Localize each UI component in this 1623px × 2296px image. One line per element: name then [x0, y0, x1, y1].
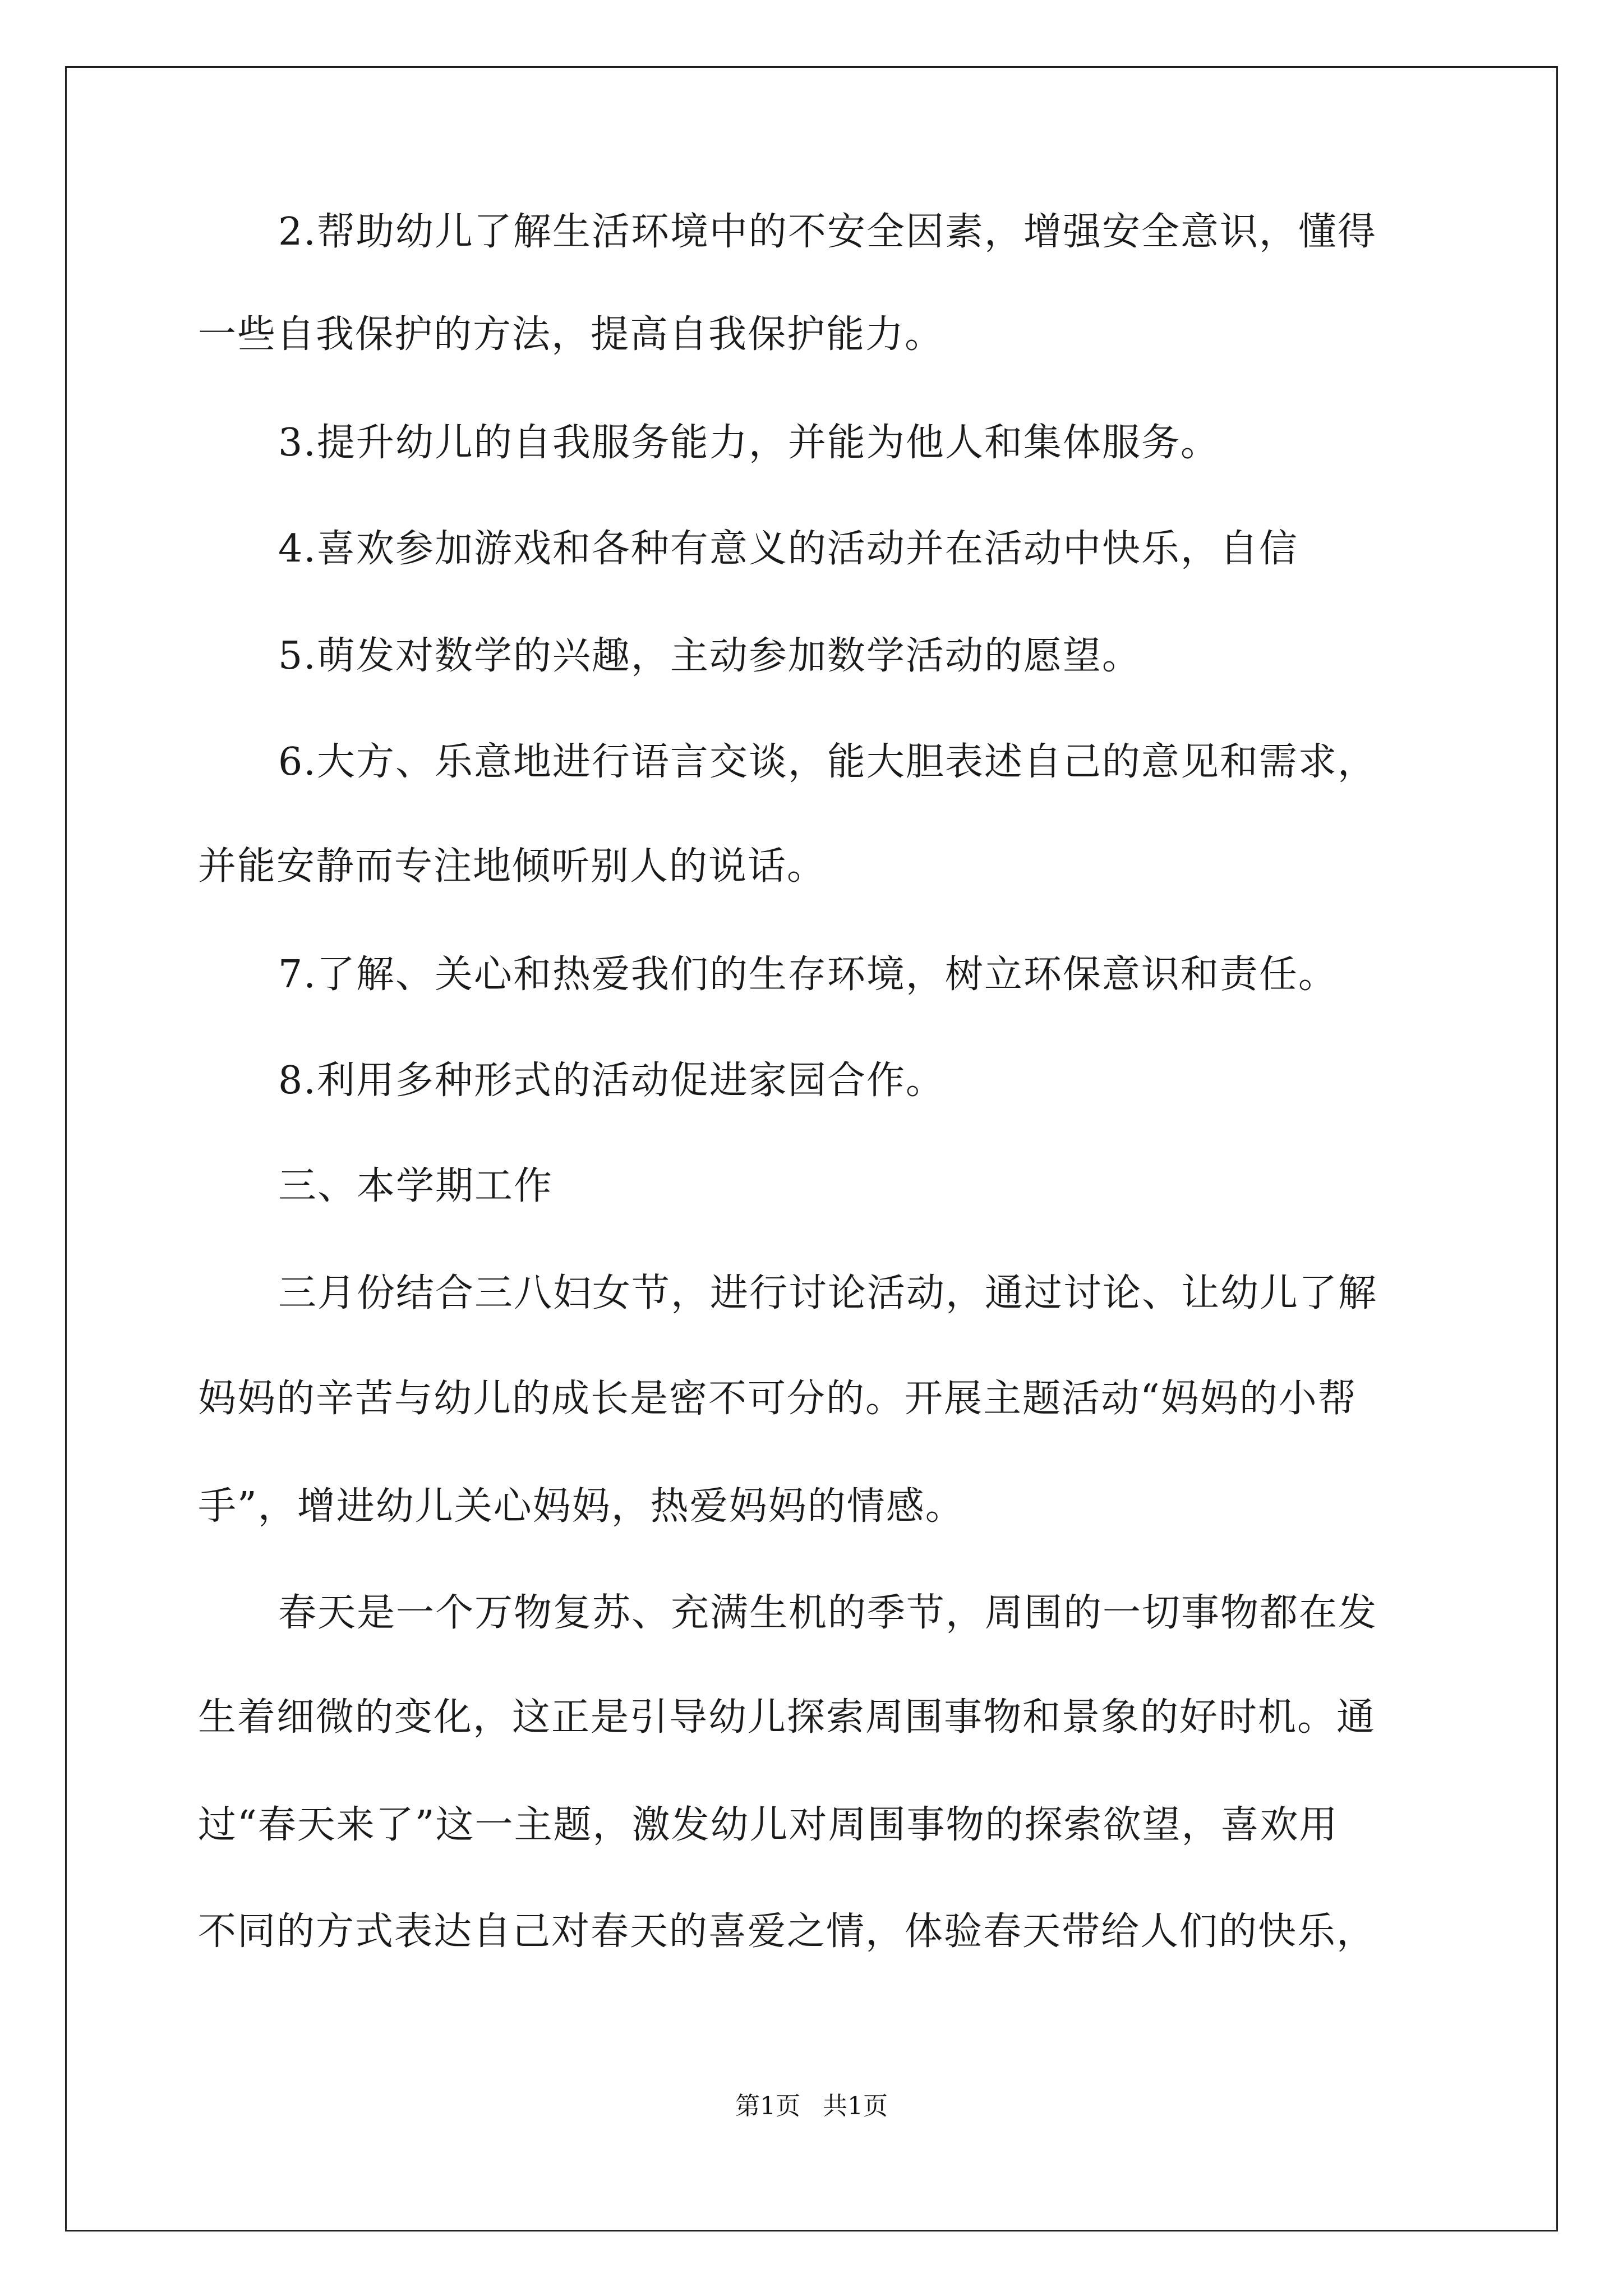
- paragraph-line: 8.利用多种形式的活动促进家园合作。: [278, 1059, 945, 1103]
- page-total: 共1页: [823, 2092, 888, 2120]
- page-number: 第1页: [735, 2092, 800, 2120]
- page-footer: [0, 2092, 1623, 2120]
- paragraph-line: 过“春天来了”这一主题，激发幼儿对周围事物的探索欲望，喜欢用: [198, 1803, 1339, 1847]
- paragraph-line: 生着细微的变化，这正是引导幼儿探索周围事物和景象的好时机。通: [198, 1695, 1376, 1740]
- paragraph-line: 手”，增进幼儿关心妈妈，热爱妈妈的情感。: [198, 1484, 965, 1529]
- paragraph-line: 4.喜欢参加游戏和各种有意义的活动并在活动中快乐，自信: [278, 527, 1298, 571]
- section-heading: 三、本学期工作: [278, 1164, 554, 1208]
- paragraph-line: 6.大方、乐意地进行语言交谈，能大胆表述自己的意见和需求，: [278, 740, 1377, 784]
- paragraph-line: 一些自我保护的方法，提高自我保护能力。: [198, 312, 944, 357]
- paragraph-line: 并能安静而专注地倾听别人的说话。: [198, 844, 827, 889]
- page-border: [65, 66, 1558, 2231]
- paragraph-line: 3.提升幼儿的自我服务能力，并能为他人和集体服务。: [278, 421, 1220, 465]
- paragraph-line: 7.了解、关心和热爱我们的生存环境，树立环保意识和责任。: [278, 953, 1338, 997]
- paragraph-line: 不同的方式表达自己对春天的喜爱之情，体验春天带给人们的快乐，: [198, 1910, 1376, 1954]
- paragraph-line: 三月份结合三八妇女节，进行讨论活动，通过讨论、让幼儿了解: [278, 1271, 1378, 1315]
- paragraph-line: 妈妈的辛苦与幼儿的成长是密不可分的。开展主题活动“妈妈的小帮: [198, 1377, 1357, 1421]
- paragraph-line: 5.萌发对数学的兴趣，主动参加数学活动的愿望。: [278, 634, 1141, 678]
- paragraph-line: 2.帮助幼儿了解生活环境中的不安全因素，增强安全意识，懂得: [278, 210, 1377, 254]
- paragraph-line: 春天是一个万物复苏、充满生机的季节，周围的一切事物都在发: [278, 1591, 1378, 1635]
